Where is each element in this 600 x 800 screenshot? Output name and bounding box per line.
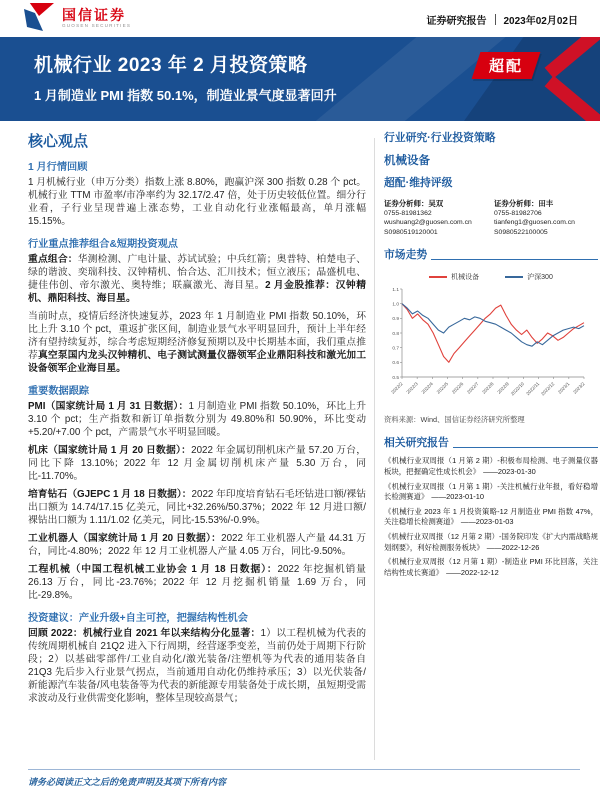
svg-text:2022/5: 2022/5 <box>435 381 450 396</box>
related-report-item <box>384 532 598 553</box>
paragraph <box>28 310 366 375</box>
analyst-card <box>494 199 598 237</box>
bold-text: 重点组合： <box>28 254 78 265</box>
heading-rule <box>453 447 598 448</box>
svg-text:2022/4: 2022/4 <box>420 381 435 396</box>
legend-label: 沪深300 <box>527 274 553 282</box>
guosen-logo <box>24 1 131 35</box>
title-banner <box>0 37 600 121</box>
heading-rule <box>431 259 598 260</box>
legend-item-csi300 <box>505 272 553 282</box>
analyst-email: wushuang2@guosen.com.cn <box>384 219 472 227</box>
bold-text: 工程机械（中国工程机械工业协会 1 月 18 日数据）： <box>28 564 278 575</box>
svg-text:0.9: 0.9 <box>392 317 399 323</box>
report-subtitle: 1 月制造业 PMI 指数 50.1%，制造业景气度显著回升 <box>34 88 337 103</box>
body-text: 2022 年金属切削机床产量 57.20 万台，同比下降 13.10%；2022 年 12 月金属切削机床产量 5.30 万台，同比-11.70%。 <box>28 445 366 482</box>
paragraph <box>28 400 366 439</box>
market-trend-chart <box>384 284 598 409</box>
body-text: 2022 年挖掘机销量 26.13 万台，同比-23.76%；2022 年 12 月挖掘机销量 1.69 万台，同比-29.8%。 <box>28 564 366 601</box>
svg-text:2022/8: 2022/8 <box>481 381 495 396</box>
section-heading: 行业重点推荐组合&短期投资观点 <box>28 239 178 250</box>
footer-disclaimer: 请务必阅读正文之后的免责声明及其项下所有内容 <box>28 777 227 787</box>
core-views-column <box>28 130 366 710</box>
report-item-title: 《机械行业双周报（12 月第 1 期）-制造业 PMI 环比回落，关注结构性成长赛道》 <box>384 557 598 577</box>
core-views-title: 核心观点 <box>28 133 89 150</box>
analyst-email: tianfeng1@guosen.com.cn <box>494 219 575 227</box>
svg-text:2022/2: 2022/2 <box>390 381 404 396</box>
body-text: 华测检测、广电计量、苏试试验；中兵红箭；奥普特、柏楚电子、绿的谐波、奕瑞科技、汉钟精机、怡合达、汇川技术；恒立液压；晶盛机电、捷佳伟创、帝尔激光、奥特维；联赢激光、海目星。 <box>28 254 367 291</box>
related-reports-title: 相关研究报告 <box>384 437 449 450</box>
svg-text:2022/12: 2022/12 <box>540 381 556 397</box>
report-item-date: ——2022-12-26 <box>486 542 540 552</box>
analyst-list <box>384 199 598 237</box>
page-header <box>0 0 600 37</box>
paragraph <box>28 627 366 705</box>
related-report-item <box>384 557 598 578</box>
body-text: 当前时点，疫情后经济快速复苏，2023 年 1 月制造业 PMI 指数 50.10%，环比上升 3.10 个 pct，重返扩张区间，制造业景气水平明显回升，预计上半年经济有望持续复苏，综合考虑短期经济修复预期以及中长期基本面，我们重点推荐 <box>28 311 366 361</box>
footer-rule <box>28 769 580 770</box>
bold-text: 工业机器人（国家统计局 1 月 20 日数据）： <box>28 533 222 544</box>
rating-badge <box>472 52 541 79</box>
paragraph <box>28 176 366 228</box>
related-report-item <box>384 456 598 477</box>
guosen-logo-icon <box>24 3 56 33</box>
report-info-column <box>384 130 598 582</box>
svg-text:0.6: 0.6 <box>392 361 399 367</box>
analyst-phone: 0755-81981362 <box>384 209 432 217</box>
legend-swatch-red <box>429 276 447 278</box>
report-item-date: ——2023-01-10 <box>431 492 484 502</box>
body-text: 1 月制造业 PMI 指数 50.10%，环比上升 3.10 个 pct；生产指数和新订单指数分别为 49.80%和 50.90%，环比变动+5.20/+7.00 个 pct，产需景气水平明显回暖。 <box>28 401 366 438</box>
svg-text:0.7: 0.7 <box>392 346 399 352</box>
paragraph <box>28 488 366 527</box>
report-item-title: 《机械行业 2023 年 1 月投资策略-12 月制造业 PMI 指数 47%，关注稳增长检测赛道》 <box>384 506 598 527</box>
analyst-phone: 0755-81982706 <box>494 209 542 217</box>
svg-text:0.8: 0.8 <box>392 332 399 338</box>
svg-text:1.0: 1.0 <box>392 302 399 308</box>
report-item-title: 《机械行业双周报（1 月第 2 期）-积极布局检测、电子测量仪器板块，把握确定性成长机会》 <box>384 456 598 476</box>
report-item-title: 《机械行业双周报（1 月第 1 期）-关注机械行业年报，看好稳增长检测赛道》 <box>384 481 598 502</box>
report-item-date: ——2023-01-03 <box>460 517 514 527</box>
market-trend-title: 市场走势 <box>384 249 428 262</box>
svg-text:2023/2: 2023/2 <box>572 381 586 396</box>
report-item-date: ——2022-12-12 <box>446 567 499 577</box>
svg-text:2022/9: 2022/9 <box>496 381 510 396</box>
body-text: 2022 年印度培育钻石毛坯钻进口额/裸钻出口额为 14.74/17.15 亿美元，同比+32.26%/50.37%；2022 年 12 月进口额/裸钻出口额为 1.11/1.02 亿美元，同比-15.53%/-0.9%。 <box>28 489 366 526</box>
section-heading: 重要数据跟踪 <box>28 386 90 397</box>
market-trend-header <box>384 247 598 262</box>
chart-source-note: 资料来源：Wind、国信证券经济研究所整理 <box>384 415 525 425</box>
report-item-title: 《机械行业双周报（12 月第 2 期）-国务院印发《扩大内需战略规划纲要》，利好检测服务板块》 <box>384 531 598 552</box>
column-divider <box>374 138 375 760</box>
analyst-license: S0980519120001 <box>384 228 438 236</box>
report-title: 机械行业 2023 年 2 月投资策略 <box>34 55 308 76</box>
report-item-date: ——2023-01-30 <box>483 466 536 476</box>
svg-text:1.1: 1.1 <box>392 288 399 294</box>
analyst-name: 证券分析师：吴双 <box>384 199 444 208</box>
body-text: 1 月机械行业（申万分类）指数上涨 8.80%，跑赢沪深 300 指数 0.28 个 pct。机械行业 TTM 市盈率/市净率约为 32.17/2.47 倍，处于历史较低位置。细分行业看，子行业呈现普遍上涨态势，工业自动化行业涨幅最高，单月涨幅 15.15%。 <box>28 177 366 227</box>
core-views-blocks <box>28 158 366 705</box>
bold-text: 培育钻石（GJEPC 1 月 18 日数据）： <box>28 489 192 500</box>
related-reports-header <box>384 435 598 450</box>
research-type: 行业研究·行业投资策略 <box>384 132 496 144</box>
rating-line: 超配·维持评级 <box>384 177 453 189</box>
svg-text:0.5: 0.5 <box>392 376 399 382</box>
bold-text: 2 月金股推荐：汉钟精机、鼎阳科技、海目星。 <box>28 280 367 304</box>
related-reports-list <box>384 456 598 578</box>
body-text: 2022 年工业机器人产量 44.31 万台，同比-4.80%；2022 年 12 月工业机器人产量 4.05 万台，同比-9.50%。 <box>28 533 366 557</box>
report-meta <box>427 12 579 27</box>
legend-swatch-blue <box>505 276 523 278</box>
svg-text:2022/10: 2022/10 <box>509 381 526 397</box>
related-report-item <box>384 507 598 528</box>
analyst-card <box>384 199 488 237</box>
section-heading: 1 月行情回顾 <box>28 162 88 173</box>
report-date: 2023年02月02日 <box>503 16 578 27</box>
svg-text:2022/7: 2022/7 <box>466 381 480 396</box>
industry-name: 机械设备 <box>384 155 430 167</box>
legend-label: 机械设备 <box>451 274 480 282</box>
related-report-item <box>384 482 598 503</box>
report-type-label: 证券研究报告 <box>426 16 487 27</box>
rating-badge-label: 超配 <box>488 58 523 75</box>
bold-text: 真空泵国内龙头汉钟精机、电子测试测量仪器领军企业鼎阳科技和激光加工设备领军企业海目星。 <box>28 350 367 374</box>
svg-text:2022/11: 2022/11 <box>525 381 541 397</box>
section-heading: 投资建议：产业升级+自主可控，把握结构性机会 <box>28 613 248 624</box>
svg-text:2022/3: 2022/3 <box>405 381 419 396</box>
brand-name-en: GUOSEN SECURITIES <box>62 22 132 28</box>
meta-divider <box>495 14 496 25</box>
svg-text:2022/6: 2022/6 <box>450 381 465 396</box>
paragraph <box>28 444 366 483</box>
chart-legend <box>384 272 598 282</box>
bold-text: PMI（国家统计局 1 月 31 日数据）： <box>28 401 189 412</box>
bold-text: 回顾 2022：机械行业自 2021 年以来结构分化显著： <box>28 628 261 639</box>
brand-name-cn: 国信证券 <box>62 6 126 23</box>
paragraph <box>28 563 366 602</box>
paragraph <box>28 532 366 558</box>
analyst-license: S0980522100005 <box>494 228 548 236</box>
analyst-name: 证券分析师：田丰 <box>494 199 554 208</box>
paragraph <box>28 253 366 305</box>
bold-text: 机床（国家统计局 1 月 20 日数据）： <box>28 445 192 456</box>
svg-text:2023/1: 2023/1 <box>557 381 571 396</box>
body-text: 1）以工程机械为代表的传统周期机械自 21Q2 进入下行周期，经营逐季变差，当前仍处于周期下行阶段；2）以基础零部件/工业自动化/激光装备/注塑机等为代表的通用装备自 21Q3 先后步入行业景气拐点，当前通用自动化仍维持承压；3）以光伏装备/新能源汽车装备/风电装备等为代表的新能源专用装备处于成长期，虽短期受需求波动及行业供需变化影响，整体呈现较高景气； <box>28 628 366 704</box>
legend-item-machinery <box>429 272 479 282</box>
